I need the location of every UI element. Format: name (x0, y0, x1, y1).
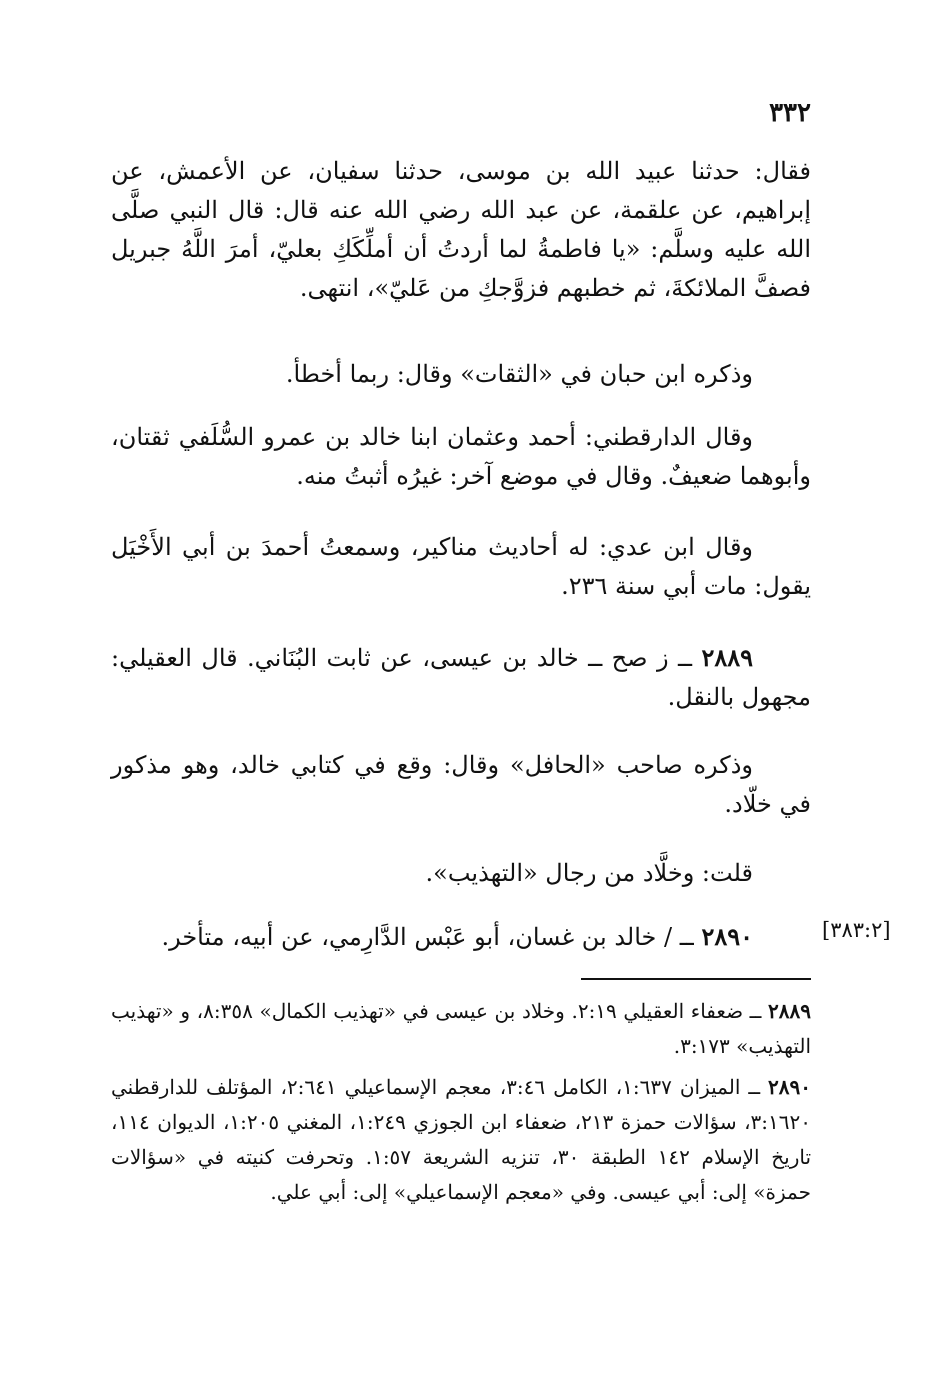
entry-text: ــ ز صح ــ خالد بن عيسى، عن ثابت البُنَاني. قال العقيلي: مجهول بالنقل. (111, 644, 811, 711)
entry-2889 (111, 638, 811, 717)
page-number: ٣٣٢ (769, 98, 811, 128)
footnote-text: ــ الميزان ١:٦٣٧، الكامل ٣:٤٦، معجم الإسماعيلي ٢:٦٤١، المؤتلف للدارقطني ٣:١٦٢٠، سؤالات حمزة ٢١٣، ضعفاء ابن الجوزي ١:٢٤٩، المغني ١:٢٠٥، الديوان ١١٤، تاريخ الإسلام ١٤٢ الطبقة ٣٠، تنزيه الشريعة ١:٥٧. وتحرفت كنيته في «سؤالات حمزة» إلى: أبي عيسى. وفي «معجم الإسماعيلي» إلى: أبي علي. (111, 1075, 812, 1204)
entry-text: ــ / خالد بن غسان، أبو عَبْس الدَّارِمي، عن أبيه، متأخر. (161, 923, 702, 951)
margin-reference: [٣٨٣:٢] (822, 918, 891, 942)
footnote-number: ٢٨٨٩ (768, 999, 811, 1023)
paragraph-ibn-adi: وقال ابن عدي: له أحاديث مناكير، وسمعتُ أحمدَ بن أبي الأَخْيَل يقول: مات أبي سنة ٢٣٦. (111, 533, 811, 600)
entry-2890 (111, 917, 811, 957)
footnote-text: ــ ضعفاء العقيلي ٢:١٩. وخلاد بن عيسى في «تهذيب الكمال» ٨:٣٥٨، و «تهذيب التهذيب» ٣:١٧٣. (111, 999, 811, 1058)
entry-number: ٢٨٨٩ (701, 643, 753, 672)
paragraph-hadith: فقال: حدثنا عبيد الله بن موسى، حدثنا سفيان، عن الأعمش، عن إبراهيم، عن علقمة، عن عبد الله رضي الله عنه قال: قال النبي صلَّى الله عليه وسلَّم: «يا فاطمةُ لما أردتُ أن أملِّكَكِ بعليّ، أمرَ اللَّهُ جبريل فصفَّ الملائكةَ، ثم خطبهم فزوَّجكِ من عَليّ»، انتهى. (111, 157, 811, 302)
paragraph-hafil: وذكره صاحب «الحافل» وقال: وقع في كتابي خالد، وهو مذكور في خلّاد. (111, 751, 811, 818)
footnote-2890 (111, 1070, 811, 1210)
footnote-2889 (111, 994, 811, 1064)
footnote-number: ٢٨٩٠ (768, 1075, 811, 1099)
paragraph-daraqutni: وقال الدارقطني: أحمد وعثمان ابنا خالد بن عمرو السُّلَفي ثقتان، وأبوهما ضعيفٌ. وقال في موضع آخر: غيرُه أثبتُ منه. (111, 423, 811, 490)
paragraph-ibn-hibban: وذكره ابن حبان في «الثقات» وقال: ربما أخطأ. (285, 360, 753, 388)
entry-number: ٢٨٩٠ (701, 922, 753, 951)
paragraph-qultu: قلت: وخلَّاد من رجال «التهذيب». (425, 859, 753, 887)
footnote-divider (581, 978, 811, 980)
